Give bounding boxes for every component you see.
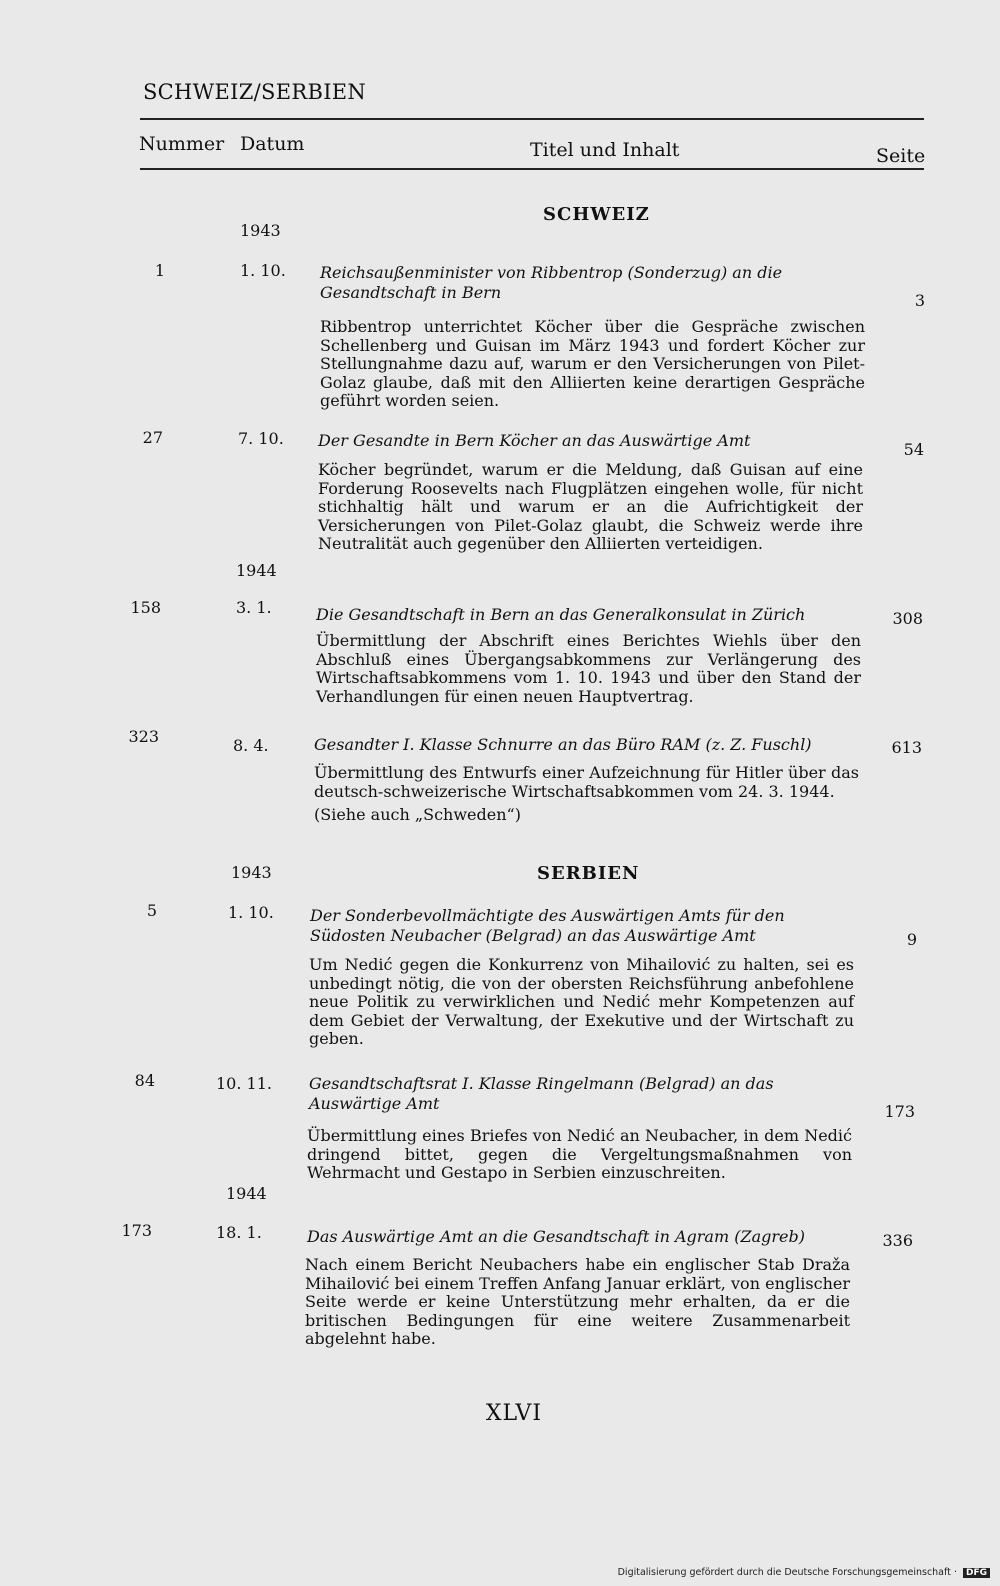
entry-date: 8. 4. [233, 736, 269, 755]
column-header-page: Seite [876, 145, 926, 167]
entry-summary: Übermittlung der Abschrift eines Berichtes Wiehls über den Abschluß eines Übergangsabkommens zur Verlängerung des Wirtschaftsabkommens vom 1. 10. 1943 und über den Stand der Verhandlungen für einen neuen Hauptvertrag. [316, 631, 861, 706]
entry-title: Die Gesandtschaft in Bern an das Generalkonsulat in Zürich [316, 605, 806, 624]
entry-number: 27 [142, 428, 163, 447]
year-label: 1944 [226, 1184, 267, 1203]
header-rule-top [140, 118, 924, 120]
entry-title: Gesandter I. Klasse Schnurre an das Büro RAM (z. Z. Fuschl) [314, 735, 812, 754]
entry-number: 323 [128, 727, 159, 746]
running-head: SCHWEIZ/SERBIEN [143, 80, 367, 104]
entry-summary: Um Nedić gegen die Konkurrenz von Mihailović zu halten, sei es unbedingt nötig, die von der obersten Reichsführung anbefohlene neue Politik zu verwirklichen und Nedić mehr Kompetenzen auf dem Gebiet der Verwaltung, der Exekutive und der Wirtschaft zu geben. [309, 955, 854, 1048]
entry-date: 1. 10. [240, 261, 286, 280]
entry-title: Das Auswärtige Amt an die Gesandtschaft in Agram (Zagreb) [307, 1227, 805, 1246]
entry-summary: Übermittlung eines Briefes von Nedić an Neubacher, in dem Nedić dringend bittet, gegen die Vergeltungsmaßnahmen von Wehrmacht und Gestapo in Serbien einzuschreiten. [307, 1126, 852, 1182]
year-label: 1944 [236, 561, 277, 580]
column-header-date: Datum [240, 133, 305, 155]
entry-date: 1. 10. [228, 903, 274, 922]
year-label: 1943 [231, 863, 272, 882]
entry-page: 308 [892, 609, 923, 628]
entry-summary: Übermittlung des Entwurfs einer Aufzeichnung für Hitler über das deutsch-schweizerische Wirtschaftsabkommen vom 24. 3. 1944. [314, 763, 859, 801]
section-title-serbien: SERBIEN [537, 863, 640, 884]
entry-date: 10. 11. [216, 1074, 272, 1093]
year-label: 1943 [240, 221, 281, 240]
entry-page: 336 [882, 1231, 913, 1250]
entry-title: Der Gesandte in Bern Köcher an das Auswärtige Amt [318, 431, 751, 450]
page-folio: XLVI [485, 1401, 543, 1426]
column-header-number: Nummer [139, 133, 225, 155]
footer-text: Digitalisierung gefördert durch die Deutsche Forschungsgemeinschaft [617, 1567, 951, 1578]
section-title-schweiz: SCHWEIZ [543, 204, 650, 225]
entry-number: 84 [134, 1071, 155, 1090]
entry-summary: Köcher begründet, warum er die Meldung, daß Guisan auf eine Forderung Roosevelts nach Flugplätzen eingehen wolle, für nicht stichhaltig hält und warum er an die Aufrichtigkeit der Versicherungen von Pilet-Golaz glaubt, die Schweiz werde ihre Neutralität auch gegenüber den Alliierten verteidigen. [318, 460, 863, 553]
entry-date: 18. 1. [216, 1223, 262, 1242]
column-header-title: Titel und Inhalt [530, 139, 680, 161]
entry-page: 173 [884, 1102, 915, 1121]
entry-page: 54 [903, 440, 924, 459]
entry-title: Gesandtschaftsrat I. Klasse Ringelmann (Belgrad) an das Auswärtige Amt [309, 1074, 774, 1113]
entry-page: 9 [906, 930, 917, 949]
entry-title: Reichsaußenminister von Ribbentrop (Sonderzug) an die Gesandtschaft in Bern [320, 263, 783, 302]
entry-date: 3. 1. [236, 598, 272, 617]
entry-page: 613 [891, 738, 922, 757]
entry-number: 158 [130, 598, 161, 617]
digitization-footer: Digitalisierung gefördert durch die Deutsche Forschungsgemeinschaft · DFG [618, 1567, 990, 1578]
header-rule-bottom [140, 168, 924, 170]
entry-date: 7. 10. [238, 429, 284, 448]
entry-note: (Siehe auch „Schweden“) [314, 805, 521, 824]
entry-title: Der Sonderbevollmächtigte des Auswärtigen Amts für den Südosten Neubacher (Belgrad) an das Auswärtige Amt [310, 906, 785, 945]
entry-page: 3 [914, 291, 925, 310]
entry-summary: Nach einem Bericht Neubachers habe ein englischer Stab Draža Mihailović bei einem Treffen Anfang Januar erklärt, von englischer Seite werde er keine Unterstützung mehr erhalten, da er die britischen Bedingungen für eine weitere Zusammenarbeit abgelehnt habe. [305, 1255, 850, 1348]
entry-number: 173 [121, 1221, 152, 1240]
entry-number: 5 [146, 901, 157, 920]
dfg-logo: DFG [963, 1568, 990, 1578]
entry-number: 1 [154, 261, 165, 280]
entry-summary: Ribbentrop unterrichtet Köcher über die Gespräche zwischen Schellenberg und Guisan im März 1943 und fordert Köcher zur Stellungnahme dazu auf, warum er den Versicherungen von Pilet-Golaz glaube, daß mit den Alliierten keine derartigen Gespräche geführt worden seien. [320, 317, 865, 410]
